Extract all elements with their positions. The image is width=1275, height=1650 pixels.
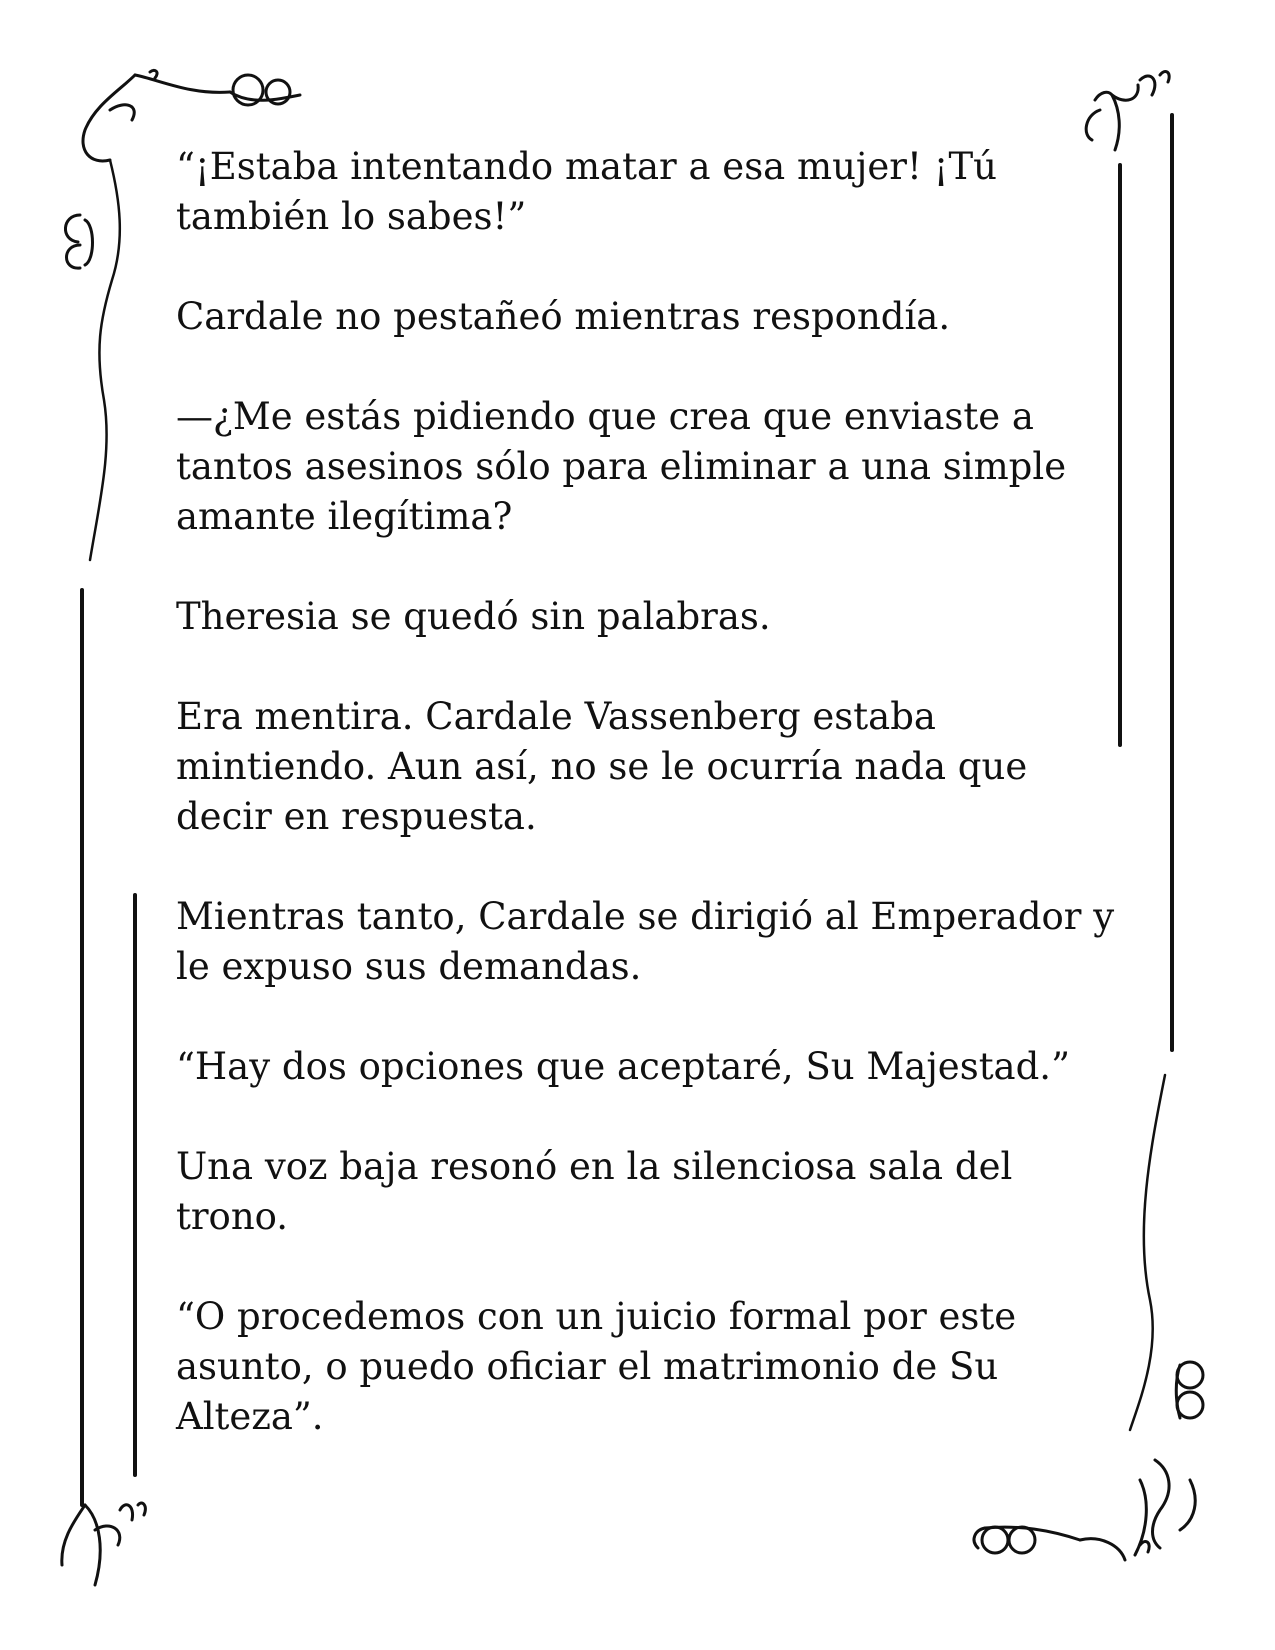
paragraph: —¿Me estás pidiendo que crea que enviaste a tantos asesinos sólo para eliminar a una simple amante ilegítima? [176,395,1067,538]
paragraph: “O procedemos con un juicio formal por este asunto, o puedo oficiar el matrimonio de Su Alteza”. [176,1295,1017,1438]
paragraph: Era mentira. Cardale Vassenberg estaba mintiendo. Aun así, no se le ocurría nada que decir en respuesta. [176,695,1028,838]
paragraph: Mientras tanto, Cardale se dirigió al Emperador y le expuso sus demandas. [176,895,1115,988]
body-text [176,142,1116,1442]
paragraph: Una voz baja resonó en la silenciosa sala del trono. [176,1145,1013,1238]
paragraph: Theresia se quedó sin palabras. [176,595,771,638]
flourish-top-right [1086,71,1169,150]
paragraph: Cardale no pestañeó mientras respondía. [176,295,951,338]
paragraph: “Hay dos opciones que aceptaré, Su Majestad.” [176,1045,1070,1088]
flourish-bottom-left [62,1503,146,1585]
paragraph: “¡Estaba intentando matar a esa mujer! ¡Tú también lo sabes!” [176,145,997,238]
